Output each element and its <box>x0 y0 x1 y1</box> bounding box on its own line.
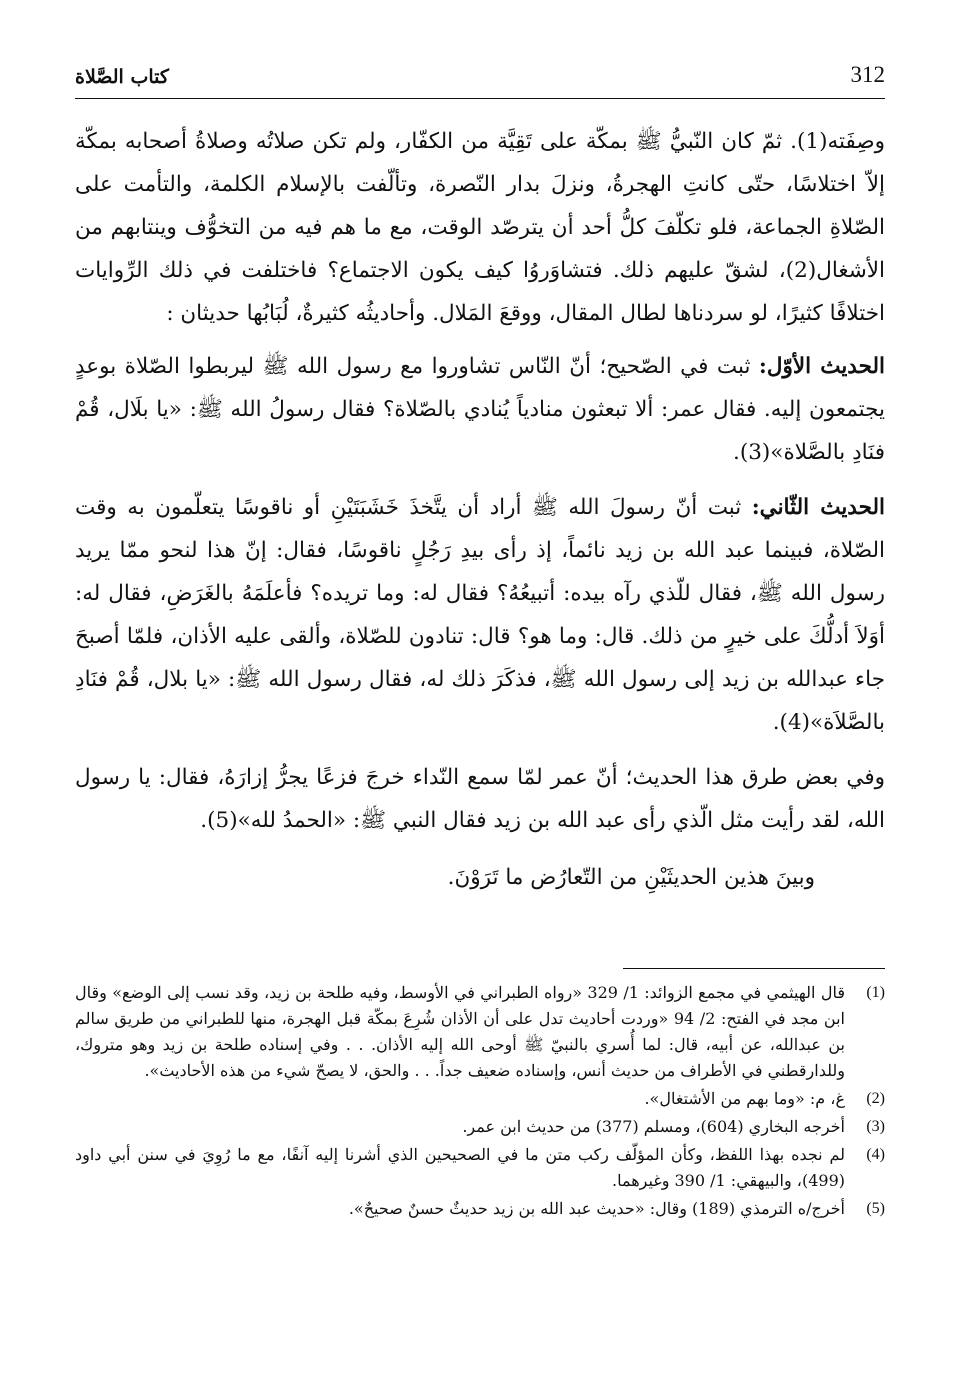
footnote-number: (1) <box>866 984 885 1001</box>
footnote <box>75 980 885 1084</box>
footnotes <box>75 980 885 1224</box>
first-hadith-text: ثبت في الصّحيح؛ أنّ النّاس تشاوروا مع رسول الله ﷺ ليربطوا الصّلاة بوعدٍ يجتمعون إليه. فقال عمر: ألا تبعثون منادياً يُنادي بالصّلاة؟ فقال رسولُ الله ﷺ: «يا بلَال، قُمْ فنَادِ بالصَّلاة»(3). <box>75 354 885 465</box>
first-hadith-heading: الحديث الأوّل: <box>758 354 885 379</box>
second-hadith-paragraph <box>75 486 885 744</box>
footnote-text: غ، م: «وما بهم من الأشتغال». <box>644 1089 845 1108</box>
footnote-number: (2) <box>866 1090 885 1107</box>
intro-paragraph: وصِفَته(1). ثمّ كان النّبيُّ ﷺ بمكّة على تَقِيَّة من الكفّار، ولم تكن صلاتُه وصلاةُ أصحابه بمكّة إلاّ اختلاسًا، حتّى كانتِ الهجرةُ، ونزلَ بدار النّصرة، وتألّفت بالإسلام الكلمة، والتأمت على الصّلاةِ الجماعة، فلو تكلّفَ كلُّ أحد أن يترصّد الوقت، مع ما هم فيه من التخوُّف وينتابهم من الأشغال(2)، لشقّ عليهم ذلك. فتشاوَروُا كيف يكون الاجتماع؟ فاختلفت في ذلك الرِّوايات اختلافًا كثيرًا، لو سردناها لطال المقال، ووقعَ المَلال. وأحاديثُه كثيرةٌ، لُبَابُها حديثان : <box>75 129 885 326</box>
page-number: 312 <box>850 62 885 87</box>
running-head <box>75 62 885 99</box>
closing-paragraph: وبينَ هذين الحديثَيْنِ من التّعارُض ما تَرَوْنَ. <box>447 865 815 890</box>
book-title: كتاب الصَّلاة <box>75 66 169 88</box>
footnote-separator <box>623 968 885 969</box>
footnote-text: قال الهيثمي في مجمع الزوائد: 1/ 329 «رواه الطبراني في الأوسط، وفيه طلحة بن زيد، وقد نسب إلى الوضع» وقال ابن مجد في الفتح: 2/ 94 «وردت أحاديث تدل على أن الأذان شُرِعَ بمكّة قبل الهجرة، منها للطبراني من طريق سالم بن عبدالله، عن أبيه، قال: لما أُسري بالنبيّ ﷺ أوحى الله إليه الأذان. . . وفي إسناده طلحة بن زيد وهو متروك، وللدارقطني في الأطراف من حديث أنس، وإسناده ضعيف جداً. . . والحق، لا يصحّ شيء من هذه الأحاديث». <box>75 983 846 1080</box>
second-hadith-text: ثبت أنّ رسولَ الله ﷺ أراد أن يتَّخذَ خَشَبَتَيْنِ أو ناقوسًا يتعلّمون به وقت الصّلاة، فبينما عبد الله بن زيد نائماً، إذ رأى بيدِ رَجُلٍ ناقوسًا، فقال: إنّ هذا لنحو ممّا يريد رسول الله ﷺ، فقال للّذي رآه بيده: أتبيعُهُ؟ فقال له: وما تريده؟ فأعلَمَهُ بالغَرَضِ، فقال له: أوَلاَ أدلُّكَ على خيرٍ من ذلك. قال: وما هو؟ قال: تنادون للصّلاة، وألقى عليه الأذان، فلمّا أصبحَ جاء عبدالله بن زيد إلى رسول الله ﷺ، فذكَرَ ذلك له، فقال رسول الله ﷺ: «يا بلال، قُمْ فنَادِ بالصَّلاَة»(4). <box>75 495 885 735</box>
footnote <box>75 1114 885 1140</box>
footnote-number: (5) <box>866 1200 885 1217</box>
first-hadith-paragraph <box>75 345 885 474</box>
footnote <box>75 1142 885 1194</box>
footnote <box>75 1086 885 1112</box>
footnote-text: أخرجه البخاري (604)، ومسلم (377) من حديث ابن عمر. <box>462 1117 845 1136</box>
footnote <box>75 1196 885 1222</box>
variant-paragraph: وفي بعض طرق هذا الحديث؛ أنّ عمر لمّا سمع النّداء خرجَ فزعًا يجرُّ إزارَهُ، فقال: يا رسول الله، لقد رأيت مثل الّذي رأى عبد الله بن زيد فقال النبي ﷺ: «الحمدُ لله»(5). <box>75 765 885 833</box>
footnote-number: (4) <box>866 1146 885 1163</box>
main-text <box>75 120 885 899</box>
footnote-number: (3) <box>866 1118 885 1135</box>
footnote-text: لم نجده بهذا اللفظ، وكأن المؤلّف ركب متن ما في الصحيحين الذي أشرنا إليه آنفًا، مع ما رُوِيَ في سنن أبي داود (499)، والبيهقي: 1/ 390 وغيرهما. <box>75 1145 846 1190</box>
footnote-text: أخرج/ه الترمذي (189) وقال: «حديث عبد الله بن زيد حديثٌ حسنٌ صحيحٌ». <box>348 1199 845 1218</box>
second-hadith-heading: الحديث الثّاني: <box>751 495 885 520</box>
